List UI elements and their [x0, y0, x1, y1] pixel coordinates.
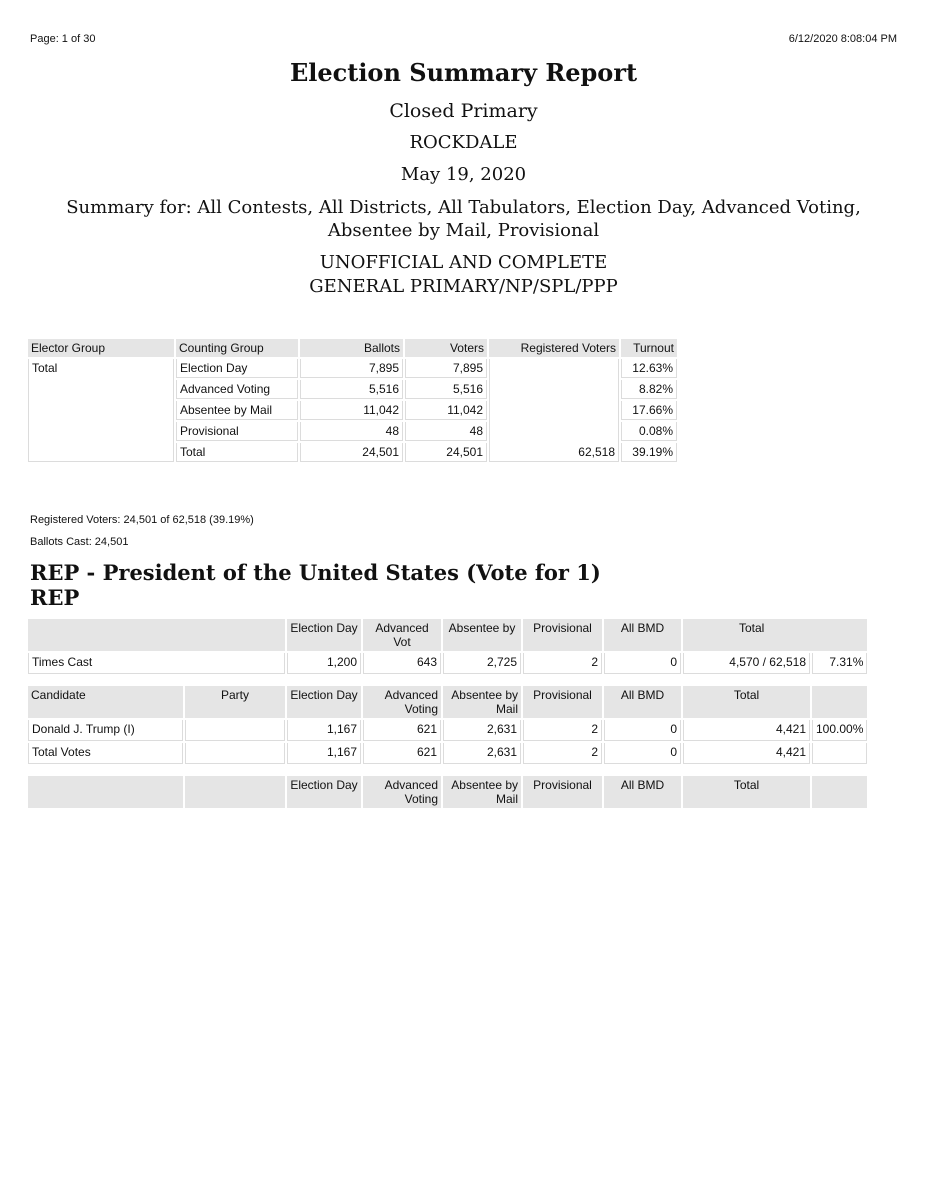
contest-results-table [26, 617, 869, 810]
counting-group-cell: Total [176, 443, 298, 462]
footer-all-bmd: All BMD [604, 776, 681, 808]
blank-header [28, 619, 285, 651]
spacer-row [28, 676, 867, 684]
turnout-cell: 17.66% [621, 401, 677, 420]
total-votes-absentee: 2,631 [443, 743, 521, 764]
footer-election-day: Election Day [287, 776, 361, 808]
candidate-party [185, 720, 285, 741]
times-cast-absentee: 2,725 [443, 653, 521, 674]
spacer-cell [28, 676, 867, 684]
voters-cell: 48 [405, 422, 487, 441]
status-line1: UNOFFICIAL AND COMPLETE [319, 252, 608, 273]
col-election-day: Election Day [287, 686, 361, 718]
candidate-pct: 100.00% [812, 720, 867, 741]
col-absentee-line1: Absentee by [451, 688, 518, 702]
times-cast-total: 4,570 / 62,518 [683, 653, 810, 674]
candidate-header-row [28, 686, 867, 718]
ballots-cell: 24,501 [300, 443, 403, 462]
footer-header-row [28, 776, 867, 808]
total-votes-election-day: 1,167 [287, 743, 361, 764]
footer-absentee-line2: Mail [495, 792, 518, 806]
times-cast-label: Times Cast [28, 653, 285, 674]
col-total: Total [683, 686, 810, 718]
ballots-cast-stat: Ballots Cast: 24,501 [30, 536, 129, 548]
contest-heading [30, 560, 601, 610]
table-row [28, 359, 677, 378]
col-advanced-line2: Voting [404, 702, 438, 716]
col-counting-group: Counting Group [176, 339, 298, 357]
col-candidate: Candidate [28, 686, 183, 718]
election-date: May 19, 2020 [400, 164, 527, 185]
contest-party: REP [30, 585, 80, 610]
voters-cell: 24,501 [405, 443, 487, 462]
turnout-cell: 8.82% [621, 380, 677, 399]
spacer-row [28, 766, 867, 774]
times-cast-provisional: 2 [523, 653, 602, 674]
registered-voters-cell: 62,518 [489, 359, 619, 462]
col-advanced-voting [363, 686, 441, 718]
col-elector-group: Elector Group [28, 339, 174, 357]
page-number: Page: 1 of 30 [30, 33, 96, 45]
turnout-summary-table [26, 337, 679, 464]
total-votes-advanced: 621 [363, 743, 441, 764]
footer-blank [185, 776, 285, 808]
col-absentee-line2: Mail [495, 702, 518, 716]
elector-group-cell: Total [28, 359, 174, 462]
candidate-absentee: 2,631 [443, 720, 521, 741]
turnout-cell: 12.63% [621, 359, 677, 378]
table-header-row [28, 339, 677, 357]
footer-advanced-voting [363, 776, 441, 808]
ballots-cell: 7,895 [300, 359, 403, 378]
report-title: Election Summary Report [289, 58, 638, 87]
col-provisional: Provisional [523, 686, 602, 718]
counting-group-cell: Provisional [176, 422, 298, 441]
total-votes-row [28, 743, 867, 764]
voters-cell: 7,895 [405, 359, 487, 378]
candidate-row [28, 720, 867, 741]
turnout-cell: 39.19% [621, 443, 677, 462]
county-name: ROCKDALE [409, 132, 518, 153]
election-type: Closed Primary [389, 100, 538, 122]
candidate-name: Donald J. Trump (I) [28, 720, 183, 741]
col-turnout: Turnout [621, 339, 677, 357]
times-cast-advanced: 643 [363, 653, 441, 674]
col-total: Total [683, 619, 867, 651]
col-all-bmd: All BMD [604, 686, 681, 718]
candidate-provisional: 2 [523, 720, 602, 741]
times-cast-row [28, 653, 867, 674]
col-absentee: Absentee by [443, 619, 521, 651]
footer-provisional: Provisional [523, 776, 602, 808]
summary-scope-line2: Absentee by Mail, Provisional [327, 220, 600, 241]
voters-cell: 11,042 [405, 401, 487, 420]
col-provisional: Provisional [523, 619, 602, 651]
footer-advanced-line1: Advanced [384, 778, 438, 792]
counting-group-cell: Absentee by Mail [176, 401, 298, 420]
print-timestamp: 6/12/2020 8:08:04 PM [788, 33, 897, 45]
footer-total: Total [683, 776, 810, 808]
candidate-advanced: 621 [363, 720, 441, 741]
times-cast-pct: 7.31% [812, 653, 867, 674]
col-advanced-line1: Advanced [384, 688, 438, 702]
summary-scope-line1: Summary for: All Contests, All Districts, All Tabulators, Election Day, Advanced Voting, [66, 197, 861, 218]
ballots-cell: 48 [300, 422, 403, 441]
col-election-day: Election Day [287, 619, 361, 651]
candidate-all-bmd: 0 [604, 720, 681, 741]
total-votes-total: 4,421 [683, 743, 810, 764]
turnout-cell: 0.08% [621, 422, 677, 441]
footer-advanced-line2: Voting [404, 792, 438, 806]
candidate-election-day: 1,167 [287, 720, 361, 741]
footer-absentee-mail [443, 776, 521, 808]
report-status [0, 251, 927, 299]
counting-group-cell: Election Day [176, 359, 298, 378]
col-all-bmd: All BMD [604, 619, 681, 651]
times-cast-all-bmd: 0 [604, 653, 681, 674]
counting-group-cell: Advanced Voting [176, 380, 298, 399]
total-votes-provisional: 2 [523, 743, 602, 764]
total-votes-all-bmd: 0 [604, 743, 681, 764]
total-votes-pct [812, 743, 867, 764]
spacer-cell [28, 766, 867, 774]
col-party: Party [185, 686, 285, 718]
col-voters: Voters [405, 339, 487, 357]
footer-absentee-line1: Absentee by [451, 778, 518, 792]
contest-title: REP - President of the United States (Vote for 1) [30, 560, 601, 585]
col-absentee-mail [443, 686, 521, 718]
col-ballots: Ballots [300, 339, 403, 357]
col-pct [812, 686, 867, 718]
registered-voters-stat: Registered Voters: 24,501 of 62,518 (39.19%) [30, 514, 254, 526]
col-registered-voters: Registered Voters [489, 339, 619, 357]
total-votes-party [185, 743, 285, 764]
footer-pct [812, 776, 867, 808]
times-cast-election-day: 1,200 [287, 653, 361, 674]
times-cast-header-row [28, 619, 867, 651]
col-advanced: Advanced Vot [363, 619, 441, 651]
ballots-cell: 5,516 [300, 380, 403, 399]
footer-blank [28, 776, 183, 808]
summary-scope [0, 196, 927, 242]
candidate-total: 4,421 [683, 720, 810, 741]
voters-cell: 5,516 [405, 380, 487, 399]
ballots-cell: 11,042 [300, 401, 403, 420]
status-line2: GENERAL PRIMARY/NP/SPL/PPP [309, 276, 618, 297]
total-votes-label: Total Votes [28, 743, 183, 764]
